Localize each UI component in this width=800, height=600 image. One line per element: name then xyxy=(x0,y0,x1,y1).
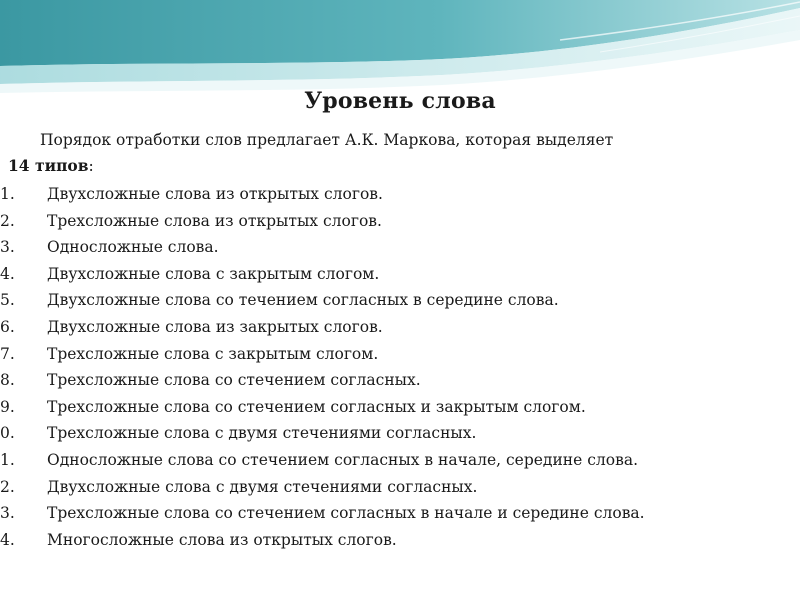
intro-bold-count: 14 типов xyxy=(8,156,89,175)
list-item xyxy=(0,394,800,421)
list-item-text: Трехсложные слова со стечением согласных. xyxy=(47,371,421,390)
list-item-number: 7. xyxy=(0,344,15,363)
list-item xyxy=(0,341,800,368)
list-item xyxy=(0,527,800,554)
list-item-text: Двухсложные слова с двумя стечениями согласных. xyxy=(47,477,478,496)
list-item-number: 9. xyxy=(0,397,15,416)
slide-title: Уровень слова xyxy=(304,88,496,114)
list-item-text: Трехсложные слова с закрытым слогом. xyxy=(47,344,379,363)
list-item xyxy=(0,447,800,474)
list-item xyxy=(0,500,800,527)
list-item xyxy=(0,261,800,288)
intro-text: Порядок отработки слов предлагает А.К. Маркова, которая выделяет xyxy=(40,131,614,149)
list-item-number: 6. xyxy=(0,317,15,336)
list-item-number: 1. xyxy=(0,185,15,203)
list-item-text: Двухсложные слова со течением согласных в середине слова. xyxy=(47,291,559,310)
intro-paragraph xyxy=(8,128,788,179)
list-item xyxy=(0,474,800,501)
list-item-number: 1. xyxy=(0,450,15,469)
list-item xyxy=(0,367,800,394)
list-item xyxy=(0,287,800,314)
list-item-number: 0. xyxy=(0,424,15,443)
list-item-text: Трехсложные слова с двумя стечениями согласных. xyxy=(47,424,477,443)
list-item-text: Двухсложные слова из закрытых слогов. xyxy=(47,317,383,336)
list-item-number: 2. xyxy=(0,211,15,230)
list-item-number: 3. xyxy=(0,504,15,523)
list-item-text: Трехсложные слова со стечением согласных и закрытым слогом. xyxy=(47,397,586,416)
intro-tail: : xyxy=(88,157,94,175)
list-item-number: 4. xyxy=(0,264,15,283)
list-item-text: Двухсложные слова с закрытым слогом. xyxy=(47,264,380,283)
list-item-text: Двухсложные слова из открытых слогов. xyxy=(47,185,383,203)
list-item-text: Трехсложные слова из открытых слогов. xyxy=(47,211,382,230)
header-wave-decoration xyxy=(0,0,800,95)
list-item-number: 3. xyxy=(0,238,15,257)
list-item-text: Односложные слова со стечением согласных в начале, середине слова. xyxy=(47,450,638,469)
list-item-number: 4. xyxy=(0,530,15,549)
list-item xyxy=(0,181,800,208)
word-types-list xyxy=(0,181,800,553)
list-item-number: 5. xyxy=(0,291,15,310)
list-item-number: 2. xyxy=(0,477,15,496)
list-item xyxy=(0,208,800,235)
list-item-text: Многосложные слова из открытых слогов. xyxy=(47,530,397,549)
list-item xyxy=(0,314,800,341)
list-item-text: Односложные слова. xyxy=(47,238,219,257)
list-item-text: Трехсложные слова со стечением согласных в начале и середине слова. xyxy=(47,504,645,523)
list-item xyxy=(0,234,800,261)
list-item-number: 8. xyxy=(0,371,15,390)
list-item xyxy=(0,420,800,447)
